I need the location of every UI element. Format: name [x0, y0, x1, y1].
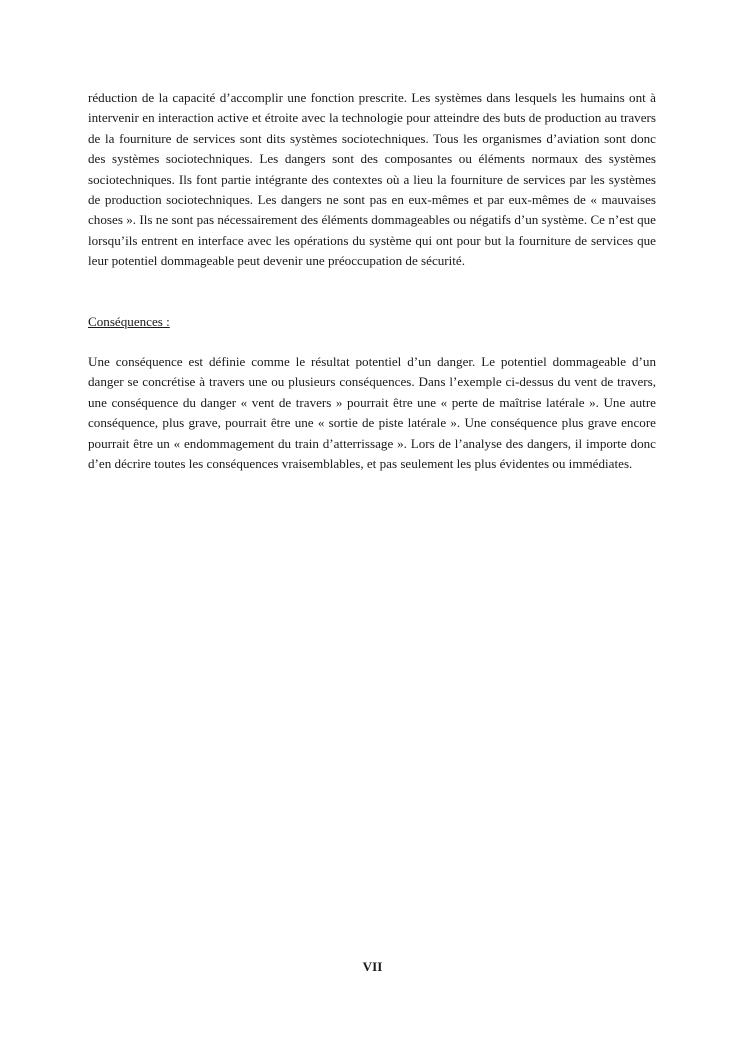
body-paragraph-consequences: Une conséquence est définie comme le résultat potentiel d’un danger. Le potentiel dommageable d’un danger se concrétise à travers une ou plusieurs conséquences. Dans l’exemple ci-dessus du vent de travers, une conséquence du danger « vent de travers » pourrait être une « perte de maîtrise latérale ». Une autre conséquence, plus grave, pourrait être une « sortie de piste latérale ». Une conséquence plus grave encore pourrait être un « endommagement du train d’atterrissage ». Lors de l’analyse des dangers, il importe donc d’en décrire toutes les conséquences vraisemblables, et pas seulement les plus évidentes ou immédiates. [88, 354, 656, 472]
section-heading-consequences: Conséquences : [88, 314, 170, 329]
page-number: VII [362, 959, 383, 974]
body-paragraph-dangers: réduction de la capacité d’accomplir une fonction prescrite. Les systèmes dans lesquels les humains ont à intervenir en interaction active et étroite avec la technologie pour atteindre des buts de production au travers de la fourniture de services sont dits systèmes sociotechniques. Tous les organismes d’aviation sont donc des systèmes sociotechniques. Les dangers sont des composantes ou éléments normaux des systèmes sociotechniques. Ils font partie intégrante des contextes où a lieu la fourniture de services par les systèmes de production sociotechniques. Les dangers ne sont pas en eux-mêmes et par eux-mêmes de « mauvaises choses ». Ils ne sont pas nécessairement des éléments dommageables ou négatifs d’un système. Ce n’est que lorsqu’ils entrent en interface avec les opérations du système qui ont pour but la fourniture de services que leur potentiel dommageable peut devenir une préoccupation de sécurité. [88, 90, 656, 269]
